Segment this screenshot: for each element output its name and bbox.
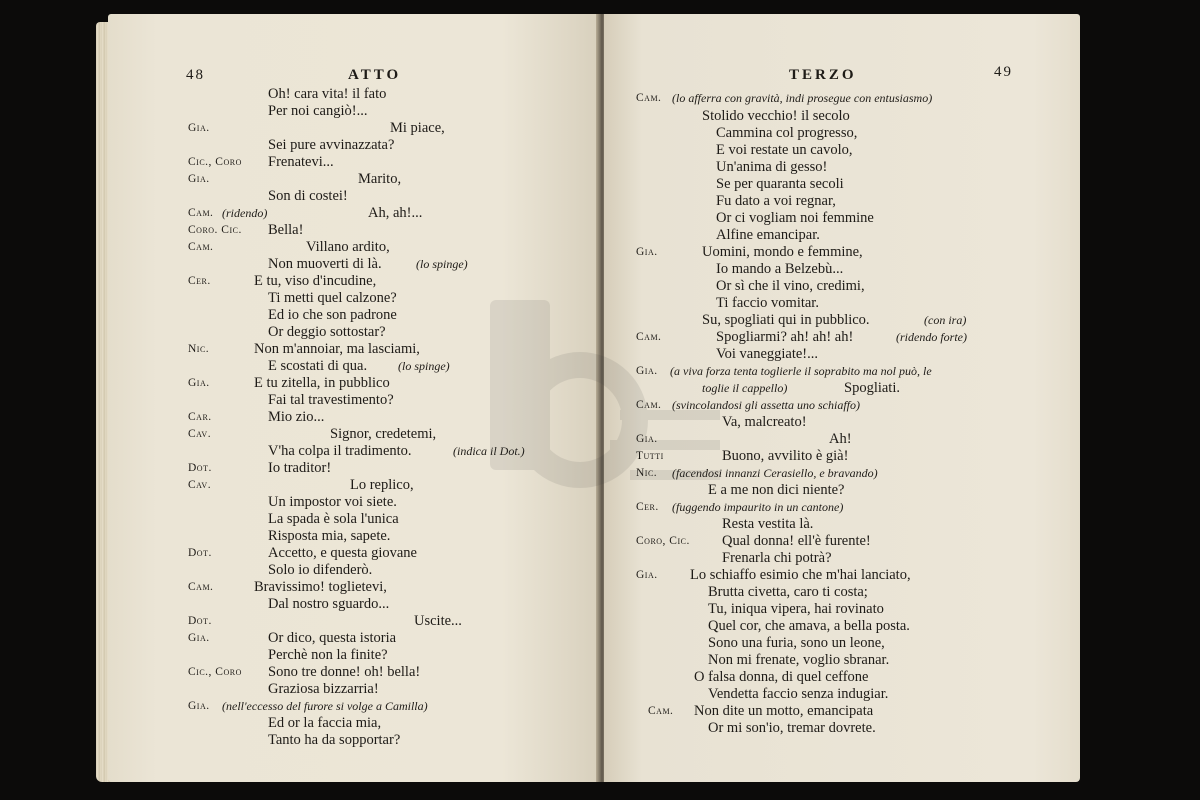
verse-line: Frenatevi... <box>268 154 334 170</box>
stage-direction: (a viva forza tenta toglierle il soprabito ma nol può, le <box>670 364 932 378</box>
verse-line: Uomini, mondo e femmine, <box>702 244 863 260</box>
speaker-label: Nic. <box>636 467 658 479</box>
verse-line: Un'anima di gesso! <box>716 159 828 175</box>
verse-line: Non mi frenate, voglio sbranar. <box>708 652 890 668</box>
verse-line: Un impostor voi siete. <box>268 494 397 510</box>
verse-line: Stolido vecchio! il secolo <box>702 108 850 124</box>
verse-line: Ed io che son padrone <box>268 307 397 323</box>
verse-line: Lo replico, <box>350 477 414 493</box>
stage-direction: (fuggendo impaurito in un cantone) <box>672 500 844 514</box>
verse-line: Brutta civetta, caro ti costa; <box>708 584 868 600</box>
verse-line: E tu, viso d'incudine, <box>254 273 377 289</box>
verse-line: La spada è sola l'unica <box>268 511 399 527</box>
verse-line: Ah, ah!... <box>368 205 423 221</box>
verse-line: Mio zio... <box>268 409 325 425</box>
verse-line: Uscite... <box>414 613 462 629</box>
speaker-label: Gia. <box>636 569 658 581</box>
verse-line: Vendetta faccio senza indugiar. <box>708 686 889 702</box>
verse-line: Resta vestita là. <box>722 516 814 532</box>
verse-line: Io traditor! <box>268 460 332 476</box>
verse-line: Oh! cara vita! il fato <box>268 86 387 102</box>
verse-line: Signor, credetemi, <box>330 426 437 442</box>
speaker-label: Cam. <box>188 241 214 253</box>
speaker-label: Cam. <box>188 581 214 593</box>
verse-line: Se per quaranta secoli <box>716 176 844 192</box>
verse-line: Fu dato a voi regnar, <box>716 193 836 209</box>
stage-direction: (ridendo) <box>222 206 268 220</box>
verse-line: Io mando a Belzebù... <box>716 261 844 277</box>
verse-line: Spogliati. <box>844 380 900 396</box>
speaker-label: Cer. <box>636 501 659 513</box>
stage-direction: (con ira) <box>924 313 967 327</box>
stage-direction: (nell'eccesso del furore si volge a Camilla) <box>222 699 428 713</box>
stage-direction: (svincolandosi gli assetta uno schiaffo) <box>672 398 860 412</box>
stage-direction: (facendosi innanzi Cerasiello, e bravando) <box>672 466 878 480</box>
verse-line: Alfine emancipar. <box>716 227 820 243</box>
verse-line: Spogliarmi? ah! ah! ah! <box>716 329 854 345</box>
verse-line: Buono, avvilito è già! <box>722 448 849 464</box>
speaker-label: Gia. <box>188 377 210 389</box>
verse-line: E tu zitella, in pubblico <box>254 375 390 391</box>
verse-line: E voi restate un cavolo, <box>716 142 853 158</box>
verse-line: Va, malcreato! <box>722 414 807 430</box>
speaker-label: Tutti <box>636 450 664 462</box>
verse-line: Solo io difenderò. <box>268 562 373 578</box>
stage-direction: (indica il Dot.) <box>453 444 525 458</box>
speaker-label: Nic. <box>188 343 210 355</box>
verse-line: Or sì che il vino, credimi, <box>716 278 865 294</box>
verse-line: Frenarla chi potrà? <box>722 550 832 566</box>
speaker-label: Cam. <box>188 207 214 219</box>
speaker-label: Gia. <box>636 246 658 258</box>
speaker-label: Gia. <box>188 632 210 644</box>
speaker-label: Gia. <box>188 122 210 134</box>
speaker-label: Gia. <box>188 700 210 712</box>
stage-direction: (lo spinge) <box>416 257 468 271</box>
verse-line: Villano ardito, <box>306 239 390 255</box>
speaker-label: Cam. <box>636 399 662 411</box>
verse-line: Ah! <box>829 431 852 447</box>
speaker-label: Cav. <box>188 479 212 491</box>
verse-line: Accetto, e questa giovane <box>268 545 417 561</box>
verse-line: Sono tre donne! oh! bella! <box>268 664 421 680</box>
speaker-label: Coro, Cic. <box>636 535 690 547</box>
page-number: 48 <box>186 67 205 83</box>
page-number: 49 <box>994 64 1013 80</box>
verse-line: Non m'annoiar, ma lasciami, <box>254 341 420 357</box>
verse-line: Qual donna! ell'è furente! <box>722 533 871 549</box>
page-header: TERZO <box>789 67 857 83</box>
left-page <box>108 14 600 782</box>
verse-line: Bella! <box>268 222 304 238</box>
verse-line: E scostati di qua. <box>268 358 368 374</box>
speaker-label: Cer. <box>188 275 211 287</box>
verse-line: Or ci vogliam noi femmine <box>716 210 874 226</box>
speaker-label: Cav. <box>188 428 212 440</box>
speaker-label: Cic., Coro <box>188 666 242 678</box>
verse-line: Sei pure avvinazzata? <box>268 137 395 153</box>
verse-line: Or dico, questa istoria <box>268 630 397 646</box>
verse-line: Graziosa bizzarria! <box>268 681 379 697</box>
speaker-label: Cam. <box>636 92 662 104</box>
speaker-label: Gia. <box>636 365 658 377</box>
stage-direction: (ridendo forte) <box>896 330 967 344</box>
verse-line: Ti metti quel calzone? <box>268 290 397 306</box>
verse-line: Cammina col progresso, <box>716 125 858 141</box>
verse-line: Tu, iniqua vipera, hai rovinato <box>708 601 884 617</box>
verse-line: Per noi cangiò!... <box>268 103 368 119</box>
verse-line: Perchè non la finite? <box>268 647 388 663</box>
stage-direction: (lo spinge) <box>398 359 450 373</box>
speaker-label: Dot. <box>188 615 212 627</box>
speaker-label: Gia. <box>188 173 210 185</box>
verse-line: Or mi son'io, tremar dovrete. <box>708 720 876 736</box>
verse-line: Sono una furia, sono un leone, <box>708 635 885 651</box>
verse-line: Marito, <box>358 171 402 187</box>
verse-line: Or deggio sottostar? <box>268 324 386 340</box>
stage-direction: toglie il cappello) <box>702 381 788 395</box>
speaker-label: Cam. <box>648 705 674 717</box>
verse-line: Non muoverti di là. <box>268 256 382 272</box>
page-header: ATTO <box>348 67 402 83</box>
speaker-label: Cic., Coro <box>188 156 242 168</box>
verse-line: Lo schiaffo esimio che m'hai lanciato, <box>690 567 911 583</box>
stage-direction: (lo afferra con gravità, indi prosegue con entusiasmo) <box>672 91 933 105</box>
verse-line: Mi piace, <box>390 120 445 136</box>
verse-line: Voi vaneggiate!... <box>716 346 819 362</box>
speaker-label: Dot. <box>188 547 212 559</box>
speaker-label: Coro. Cic. <box>188 224 242 236</box>
verse-line: E a me non dici niente? <box>708 482 845 498</box>
verse-line: Bravissimo! toglietevi, <box>254 579 387 595</box>
verse-line: Non dite un motto, emancipata <box>694 703 874 719</box>
verse-line: Ed or la faccia mia, <box>268 715 382 731</box>
verse-line: Fai tal travestimento? <box>268 392 394 408</box>
verse-line: Son di costei! <box>268 188 348 204</box>
speaker-label: Dot. <box>188 462 212 474</box>
verse-line: O falsa donna, di quel ceffone <box>694 669 869 685</box>
verse-line: Risposta mia, sapete. <box>268 528 391 544</box>
verse-line: Ti faccio vomitar. <box>716 295 819 311</box>
verse-line: Quel cor, che amava, a bella posta. <box>708 618 910 634</box>
verse-line: V'ha colpa il tradimento. <box>268 443 412 459</box>
speaker-label: Gia. <box>636 433 658 445</box>
speaker-label: Car. <box>188 411 212 423</box>
verse-line: Tanto ha da sopportar? <box>268 732 401 748</box>
right-page <box>604 14 1080 782</box>
speaker-label: Cam. <box>636 331 662 343</box>
verse-line: Dal nostro sguardo... <box>268 596 390 612</box>
verse-line: Su, spogliati qui in pubblico. <box>702 312 870 328</box>
